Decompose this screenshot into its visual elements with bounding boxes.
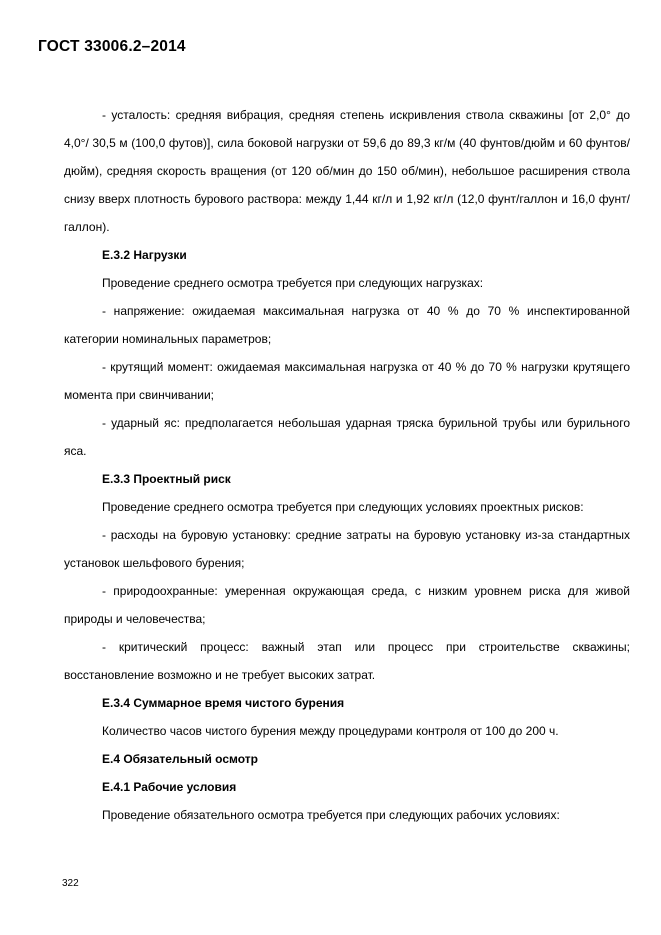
paragraph-fatigue: - усталость: средняя вибрация, средняя степень искривления ствола скважины [от 2,0° до 4,0°/ 30,5 м (100,0 футов)], сила боковой нагрузки от 59,6 до 89,3 кг/м (40 фунтов/дюйм и 60 фунтов/дюйм), средняя скорость вращения (от 120 об/мин до 150 об/мин), небольшое расширения ствола снизу вверх плотность бурового раствора: между 1,44 кг/л и 1,92 кг/л (12,0 фунт/галлон и 16,0 фунт/галлон). [64,108,630,234]
document-body [64,101,630,829]
paragraph-rig-costs: - расходы на буровую установку: средние затраты на буровую установку из-за стандартных установок шельфового бурения; [64,528,630,570]
paragraph-working-conditions-intro: Проведение обязательного осмотра требуется при следующих рабочих условиях: [102,808,560,822]
heading-mandatory-inspection: Е.4 Обязательный осмотр [102,752,258,766]
paragraph-environmental: - природоохранные: умеренная окружающая среда, с низким уровнем риска для живой природы и человечества; [64,584,630,626]
paragraph-critical-process: - критический процесс: важный этап или процесс при строительстве скважины; восстановление возможно и не требует высоких затрат. [64,640,630,682]
heading-loads: Е.3.2 Нагрузки [102,248,187,262]
paragraph-torque: - крутящий момент: ожидаемая максимальная нагрузка от 40 % до 70 % нагрузки крутящего момента при свинчивании; [64,360,630,402]
heading-working-conditions: Е.4.1 Рабочие условия [102,780,237,794]
paragraph-loads-intro: Проведение среднего осмотра требуется при следующих нагрузках: [102,276,484,290]
document-header: ГОСТ 33006.2–2014 [38,38,186,55]
paragraph-risk-intro: Проведение среднего осмотра требуется при следующих условиях проектных рисков: [102,500,584,514]
heading-design-risk: Е.3.3 Проектный риск [102,472,231,486]
paragraph-drilling-hours: Количество часов чистого бурения между процедурами контроля от 100 до 200 ч. [102,724,559,738]
paragraph-jar: - ударный яс: предполагается небольшая ударная тряска бурильной трубы или бурильного яса. [64,416,630,458]
heading-drilling-time: Е.3.4 Суммарное время чистого бурения [102,696,345,710]
paragraph-tension: - напряжение: ожидаемая максимальная нагрузка от 40 % до 70 % инспектированной категории номинальных параметров; [64,304,630,346]
page-number: 322 [62,878,79,889]
